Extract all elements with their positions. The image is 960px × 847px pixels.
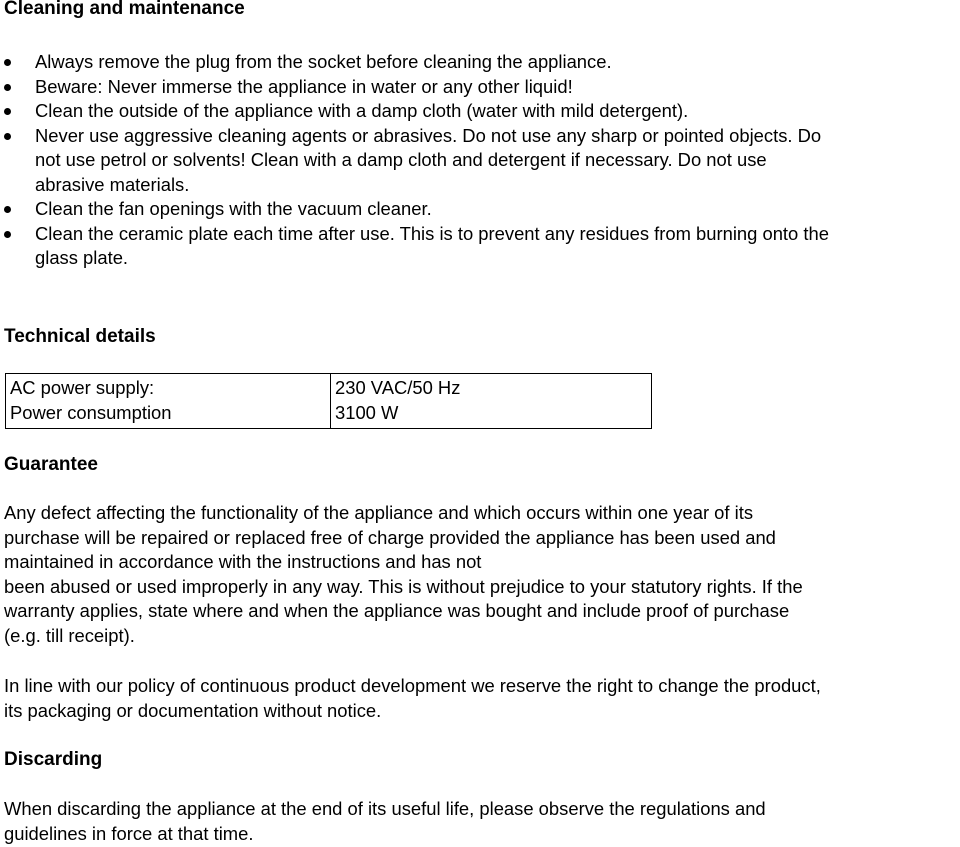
bullet-icon bbox=[4, 84, 11, 91]
list-item-text: Always remove the plug from the socket before cleaning the appliance. bbox=[35, 51, 612, 72]
discarding-paragraph bbox=[4, 797, 956, 846]
list-item-text: Beware: Never immerse the appliance in water or any other liquid! bbox=[35, 75, 573, 97]
paragraph-line: guidelines in force at that time. bbox=[4, 822, 254, 844]
cleaning-list bbox=[4, 50, 956, 271]
table-cell-label: AC power supply: bbox=[6, 374, 331, 401]
paragraph-line: been abused or used improperly in any way. This is without prejudice to your statutory rights. If the bbox=[4, 575, 803, 597]
table-cell-label: Power consumption bbox=[6, 401, 331, 429]
paragraph-line: When discarding the appliance at the end of its useful life, please observe the regulations and bbox=[4, 798, 766, 819]
table-row bbox=[6, 374, 652, 401]
bullet-icon bbox=[4, 231, 11, 238]
list-item-text: Clean the ceramic plate each time after use. This is to prevent any residues from burning onto the bbox=[35, 222, 829, 244]
list-item bbox=[4, 222, 956, 271]
list-item-text: glass plate. bbox=[35, 247, 129, 268]
list-item bbox=[4, 99, 956, 124]
list-item bbox=[4, 50, 956, 75]
paragraph-line: warranty applies, state where and when the appliance was bought and include proof of purchase bbox=[4, 600, 790, 621]
paragraph-line: its packaging or documentation without notice. bbox=[4, 699, 382, 721]
paragraph-line: Any defect affecting the functionality of the appliance and which occurs within one year of its bbox=[4, 502, 754, 523]
paragraph-line: maintained in accordance with the instructions and has not bbox=[4, 551, 482, 572]
table-row bbox=[6, 401, 652, 429]
paragraph-line: purchase will be repaired or replaced free of charge provided the appliance has been used and bbox=[4, 526, 776, 548]
bullet-icon bbox=[4, 133, 11, 140]
table-cell-value: 3100 W bbox=[335, 401, 399, 423]
technical-details-table bbox=[5, 373, 652, 429]
table-cell-value: 230 VAC/50 Hz bbox=[335, 377, 461, 398]
bullet-icon bbox=[4, 59, 11, 66]
policy-paragraph bbox=[4, 674, 956, 723]
heading-guarantee: Guarantee bbox=[4, 454, 98, 475]
list-item-text: not use petrol or solvents! Clean with a damp cloth and detergent if necessary. Do not use bbox=[35, 149, 767, 170]
list-item-text: Clean the fan openings with the vacuum cleaner. bbox=[35, 198, 432, 219]
heading-cleaning-maintenance: Cleaning and maintenance bbox=[4, 0, 245, 19]
list-item-text: Clean the outside of the appliance with a damp cloth (water with mild detergent). bbox=[35, 100, 689, 121]
heading-technical-details: Technical details bbox=[4, 326, 156, 347]
list-item-text: Never use aggressive cleaning agents or abrasives. Do not use any sharp or pointed objects. Do bbox=[35, 124, 822, 146]
list-item-text: abrasive materials. bbox=[35, 173, 190, 195]
bullet-icon bbox=[4, 206, 11, 213]
paragraph-line: (e.g. till receipt). bbox=[4, 624, 135, 646]
list-item bbox=[4, 124, 956, 198]
bullet-icon bbox=[4, 108, 11, 115]
heading-discarding: Discarding bbox=[4, 749, 103, 770]
list-item bbox=[4, 197, 956, 222]
guarantee-paragraph bbox=[4, 501, 956, 648]
paragraph-line: In line with our policy of continuous product development we reserve the right to change the product, bbox=[4, 675, 821, 696]
list-item bbox=[4, 75, 956, 100]
